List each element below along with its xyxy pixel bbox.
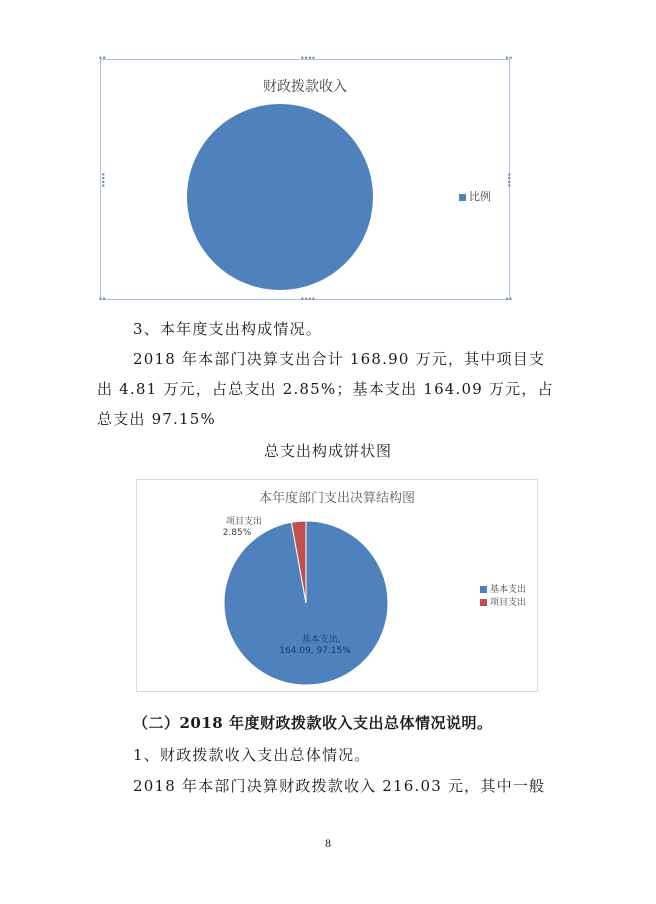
- page-number: 8: [324, 839, 332, 850]
- paragraph1-line3: 总支出 97.15%: [97, 410, 216, 428]
- resize-handle-left[interactable]: ••••: [98, 172, 107, 187]
- data-label-basic-value: 164.09, 97.15%: [279, 646, 351, 656]
- income-pie-chart: [98, 54, 513, 304]
- resize-handle-top-left[interactable]: ••: [98, 54, 106, 63]
- paragraph1-line2: 出 4.81 万元，占总支出 2.85%；基本支出 164.09 万元，占: [97, 380, 554, 398]
- resize-handle-bottom[interactable]: ••••: [300, 295, 315, 304]
- chart2-plot: [137, 480, 537, 691]
- chart1-title: 财政拨款收入: [263, 79, 347, 95]
- chart1-legend: [459, 188, 491, 204]
- legend-label-ratio: 比例: [469, 190, 491, 203]
- data-label-basic-name: 基本支出,: [301, 635, 341, 645]
- legend-swatch-ratio: [459, 194, 466, 201]
- section1-title: 1、财政拨款收入支出总体情况。: [133, 746, 371, 764]
- pie-slice-ratio: [187, 104, 373, 290]
- resize-handle-top-right[interactable]: ••: [504, 54, 512, 63]
- legend-item-basic: [480, 584, 526, 597]
- data-label-project-value: 2.85%: [222, 528, 252, 538]
- resize-handle-right[interactable]: ••••: [504, 172, 513, 187]
- legend-label-project: 项目支出: [490, 598, 527, 608]
- data-label-project-name: 项目支出: [225, 517, 263, 527]
- expenditure-pie-chart: [136, 479, 538, 692]
- paragraph2-line1: 2018 年本部门决算财政拨款收入 216.03 元，其中一般: [133, 777, 546, 795]
- legend-item-project: [480, 597, 526, 610]
- section3-title: 3、本年度支出构成情况。: [133, 320, 322, 338]
- chart2-legend: [480, 584, 526, 610]
- resize-handle-bottom-left[interactable]: ••: [98, 295, 106, 304]
- section-heading-2: （二）2018 年度财政拨款收入支出总体情况说明。: [133, 714, 493, 732]
- resize-handle-bottom-right[interactable]: ••: [504, 295, 512, 304]
- resize-handle-top[interactable]: ••••: [300, 54, 315, 63]
- chart2-title: 本年度部门支出决算结构图: [258, 491, 415, 506]
- legend-swatch-project: [480, 599, 487, 606]
- legend-swatch-basic: [480, 586, 487, 593]
- chart1-plot: [101, 60, 509, 299]
- figure-caption: 总支出构成饼状图: [263, 442, 392, 460]
- legend-label-basic: 基本支出: [490, 585, 527, 595]
- paragraph1-line1: 2018 年本部门决算支出合计 168.90 万元，其中项目支: [133, 350, 546, 368]
